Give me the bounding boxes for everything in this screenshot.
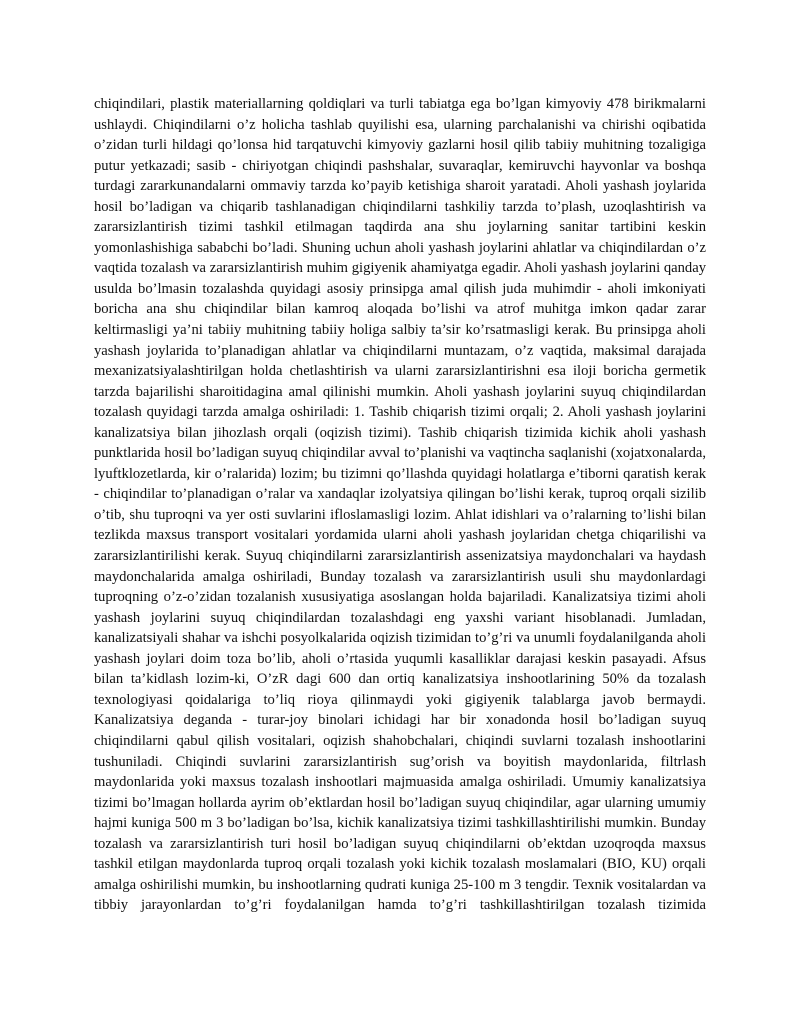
body-paragraph: chiqindilari, plastik materiallarning qoldiqlari va turli tabiatga ega bo’lgan kimyoviy 478 birikmalarni ushlaydi. Chiqindilarni o’z holicha tashlab quyilishi esa, ularning parchalanishi va chirishi oqibatida o’zidan turli hildagi qo’lonsa hid tarqatuvchi kimyoviy gazlarni hosil qilib tabiiy muhitning tozaligiga putur yetkazadi; sasib - chiriyotgan chiqindi pashshalar, suvaraqlar, kemiruvchi hayvonlar va boshqa turdagi zararkunandalarni ommaviy tarzda ko’payib ketishiga sharoit yaratadi. Aholi yashash joylarida hosil bo’ladigan va chiqarib tashlanadigan chiqindilarni tashkiliy tarzda to’plash, uzoqlashtirish va zararsizlantirish tizimi tashkil etilmagan taqdirda ana shu joylarning sanitar tartibini keskin yomonlashishiga sababchi bo’ladi. Shuning uchun aholi yashash joylarini ahlatlar va chiqindilardan o’z vaqtida tozalash va zararsizlantirish muhim gigiyenik ahamiyatga egadir. Aholi yashash joylarini qanday usulda bo’lmasin tozalashda quyidagi asosiy prinsipga amal qilish juda muhimdir - aholi imkoniyati boricha ana shu chiqindilar bilan kamroq aloqada bo’lishi va atrof muhitga imkon qadar zarar keltirmasligi ya’ni tabiiy muhitning tabiiy holiga salbiy ta’sir ko’rsatmasligi kerak. Bu prinsipga aholi yashash joylarida to’planadigan ahlatlar va chiqindilarni muntazam, o’z vaqtida, maksimal darajada mexanizatsiyalashtirilgan holda chetlashtirish va ularni zararsizlantirishni esa iloji boricha germetik tarzda bajarilishi sharoitidagina amal qilinishi mumkin. Aholi yashash joylarini suyuq chiqindilardan tozalash quyidagi tarzda amalga oshiriladi: 1. Tashib chiqarish tizimi orqali; 2. Aholi yashash joylarini kanalizatsiya bilan jihozlash orqali (oqizish tizimi). Tashib chiqarish tizimida kichik aholi yashash punktlarida hosil bo’ladigan suyuq chiqindilar avval to’planishi va vaqtincha saqlanishi (xojatxonalarda, lyuftklozetlarda, kir o’ralarida) lozim; bu tizimni qo’llashda quyidagi holatlarga e’tiborni qaratish kerak - chiqindilar to’planadigan o’ralar va xandaqlar izolyatsiya qilingan bo’lishi kerak, tuproq orqali sizilib o’tib, shu tuproqni va yer osti suvlarini ifloslamasligi lozim. Ahlat idishlari va o’ralarning to’lishi bilan tezlikda maxsus transport vositalari yordamida ularni aholi yashash joylaridan chetga chiqarilishi va zararsizlantirilishi kerak. Suyuq chiqindilarni zararsizlantirish assenizatsiya maydonchalari va haydash maydonchalarida amalga oshiriladi, Bunday tozalash va zararsizlantirish usuli shu maydonlardagi tuproqning o’z-o’zidan tozalanish xususiyatiga asoslangan holda bajariladi. Kanalizatsiya tizimi aholi yashash joylarini suyuq chiqindilardan tozalashdagi eng yaxshi variant hisoblanadi. Jumladan, kanalizatsiyali shahar va ishchi posyolkalarida oqizish tizimidan to’g’ri va unumli foydalanilganda aholi yashash joylari doim toza bo’lib, aholi o’rtasida yuqumli kasalliklar darajasi keskin pasayadi. Afsus bilan ta’kidlash lozim-ki, O’zR dagi 600 dan ortiq kanalizatsiya inshootlarining 50% da tozalash texnologiyasi qoidalariga to’liq rioya qilinmaydi yoki gigiyenik talablarga javob bermaydi. Kanalizatsiya deganda - turar-joy binolari ichidagi har bir xonadonda hosil bo’ladigan suyuq chiqindilarni qabul qilish vositalari, oqizish shahobchalari, chiqindi suvlarni tozalash inshootlarini tushuniladi. Chiqindi suvlarini zararsizlantirish sug’orish va boyitish maydonlarida, filtrlash maydonlarida yoki maxsus tozalash inshootlari majmuasida amalga oshiriladi. Umumiy kanalizatsiya tizimi bo’lmagan hollarda ayrim ob’ektlardan hosil bo’ladigan suyuq chiqindilar, agar ularning umumiy hajmi kuniga 500 m 3 bo’ladigan bo’lsa, kichik kanalizatsiya tizimi tashkillashtirilishi mumkin. Bunday tozalash va zararsizlantirish turi hosil bo’ladigan suyuq chiqindilarni ob’ektdan uzoqroqda maxsus tashkil etilgan maydonlarda tuproq orqali tozalash yoki kichik tozalash moslamalari (BIO, KU) orqali amalga oshirilishi mumkin, bu inshootlarning qudrati kuniga 25-100 m 3 tengdir. Texnik vositalardan va tibbiy jarayonlardan to’g’ri foydalanilgan hamda to’g’ri tashkillashtirilgan tozalash tizimida bbox=[94, 96, 706, 914]
